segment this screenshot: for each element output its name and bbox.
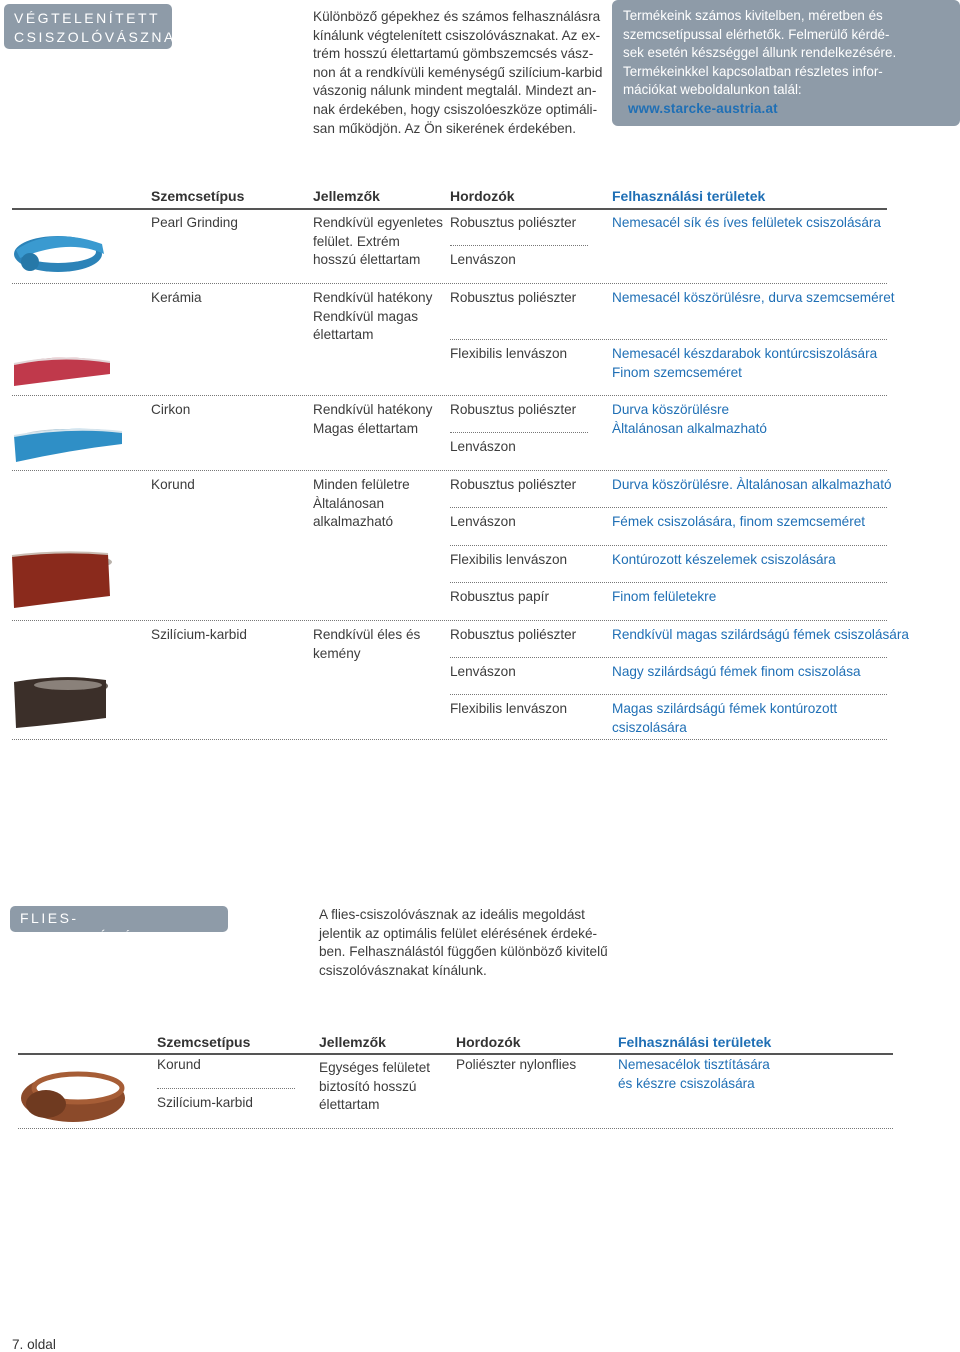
- use-cell: Finom felületekre: [612, 589, 717, 604]
- tag-line: VÉGTELENÍTETT: [14, 10, 161, 26]
- col-header-features: Jellemzők: [319, 1034, 386, 1050]
- feature-line: hosszú élettartam: [313, 252, 421, 268]
- feature-line: élettartam: [313, 327, 374, 343]
- intro-line: san működjön. Az Ön sikerének érdekében.: [313, 120, 576, 136]
- feature-line: felület. Extrém: [313, 233, 400, 249]
- tag-line: FLIES-CSISZOLÓVÁSZNAK: [20, 910, 194, 945]
- feature-line: kemény: [313, 645, 361, 661]
- feature-line: Rendkívül hatékony: [313, 290, 433, 305]
- carrier-cell: Flexibilis lenvászon: [450, 701, 568, 716]
- intro-line: kínálunk végtelenített csiszolóvásznakat. Az ex-: [313, 27, 601, 43]
- grain-type: Cirkon: [151, 402, 191, 417]
- col-header-type: Szemcsetípus: [157, 1034, 251, 1050]
- note-line: sek esetén készséggel állunk rendelkezésére.: [623, 45, 897, 61]
- sub-divider: [450, 432, 588, 433]
- use-cell: Rendkívül magas szilárdságú fémek csiszolására: [612, 627, 909, 642]
- note-line: mációkat weboldalunkon talál:: [623, 82, 802, 98]
- carrier-cell: Robusztus papír: [450, 589, 549, 604]
- features-cell: [319, 1059, 430, 1115]
- flies-intro-paragraph: [319, 906, 609, 980]
- feature-line: Magas élettartam: [313, 420, 419, 436]
- info-box: [612, 0, 960, 126]
- carrier-cell: Robusztus poliészter: [450, 215, 577, 230]
- row-divider: [12, 739, 887, 740]
- col-header-carriers: Hordozók: [456, 1034, 521, 1050]
- row-divider: [12, 395, 887, 396]
- feature-line: Rendkívül éles és: [313, 627, 421, 642]
- carrier-cell: Lenvászon: [450, 664, 516, 679]
- sub-divider: [450, 657, 887, 658]
- dark-belt-icon: [10, 672, 110, 730]
- feature-line: Rendkívül egyenletes: [313, 215, 443, 230]
- sub-divider: [450, 507, 887, 508]
- use-cell: Kontúrozott készelemek csiszolására: [612, 552, 836, 567]
- use-cell: [612, 401, 767, 438]
- sub-divider: [450, 245, 588, 246]
- col-header-carriers: Hordozók: [450, 188, 515, 204]
- carrier-cell: Robusztus poliészter: [450, 477, 577, 492]
- carrier-cell: Lenvászon: [450, 252, 516, 267]
- flies-belt-icon: [18, 1064, 128, 1126]
- carrier-cell: Robusztus poliészter: [450, 627, 577, 642]
- use-line: Nemesacél készdarabok kontúrcsiszolására: [612, 346, 878, 361]
- intro-line: non át a rendkívüli keménységű szilícium-karbid: [313, 64, 603, 80]
- features-cell: [313, 626, 420, 663]
- blue-belt-icon: [10, 222, 110, 277]
- carrier-cell: Robusztus poliészter: [450, 290, 577, 305]
- intro-paragraph: [313, 8, 603, 138]
- feature-line: élettartam: [319, 1097, 380, 1113]
- col-header-uses: Felhasználási területek: [618, 1034, 772, 1050]
- carrier-cell: Lenvászon: [450, 439, 516, 454]
- feature-line: alkalmazható: [313, 514, 394, 530]
- use-line: Magas szilárdságú fémek kontúrozott: [612, 701, 838, 716]
- col-header-type: Szemcsetípus: [151, 188, 245, 204]
- section-tag-flies: [10, 906, 228, 945]
- page-number: 7. oldal: [12, 1337, 56, 1352]
- features-cell: [313, 214, 443, 270]
- intro-line: nak érdekében, hogy csiszolóeszköze optimáli-: [313, 101, 598, 117]
- carrier-cell: Flexibilis lenvászon: [450, 346, 568, 361]
- col-header-uses: Felhasználási területek: [612, 188, 766, 204]
- intro-line: ben. Felhasználástól függően különböző kivitelű: [319, 944, 608, 960]
- sub-divider: [450, 694, 887, 695]
- intro-line: csiszolóvásznakat kínálunk.: [319, 962, 487, 978]
- features-cell: [313, 289, 432, 345]
- use-cell: [612, 345, 877, 382]
- grain-type: Szilícium-karbid: [157, 1095, 253, 1110]
- intro-line: A flies-csiszolóvásznak az ideális megoldást: [319, 907, 585, 922]
- sub-divider: [157, 1088, 295, 1089]
- sub-divider: [450, 582, 887, 583]
- note-line: Termékeinkkel kapcsolatban részletes infor-: [623, 63, 883, 79]
- features-cell: [313, 476, 410, 532]
- carrier-cell: Robusztus poliészter: [450, 402, 577, 417]
- row-divider: [12, 283, 887, 284]
- grain-type: Korund: [157, 1057, 201, 1072]
- intro-line: Különböző gépekhez és számos felhasználásra: [313, 9, 601, 24]
- use-line: csiszolására: [612, 719, 687, 735]
- features-cell: [313, 401, 432, 438]
- carrier-cell: Lenvászon: [450, 514, 516, 529]
- intro-line: trém hosszú élettartamú gömbszemcsés vász-: [313, 46, 594, 62]
- use-line: és készre csiszolására: [618, 1075, 755, 1091]
- intro-line: vászonig nálunk mindent megtalál. Mindezt an-: [313, 83, 597, 99]
- feature-line: Rendkívül magas: [313, 308, 419, 324]
- header-rule: [12, 208, 887, 210]
- header-rule: [18, 1053, 893, 1055]
- row-divider: [12, 620, 887, 621]
- red-belt-icon: [10, 350, 110, 390]
- carrier-cell: Poliészter nylonflies: [456, 1057, 577, 1072]
- col-header-features: Jellemzők: [313, 188, 380, 204]
- use-line: Durva köszörülésre: [612, 402, 730, 417]
- grain-type: Korund: [151, 477, 195, 492]
- grain-type: Kerámia: [151, 290, 202, 305]
- carrier-cell: Flexibilis lenvászon: [450, 552, 568, 567]
- use-cell: Durva köszörülésre. Àltalánosan alkalmazható: [612, 477, 892, 492]
- tag-line: CSISZOLÓVÁSZNAK: [14, 29, 188, 45]
- sub-divider: [450, 339, 887, 340]
- use-cell: Nemesacél köszörülésre, durva szemcseméret: [612, 290, 895, 305]
- row-divider: [12, 470, 887, 471]
- use-line: Finom szemcseméret: [612, 364, 742, 380]
- brown-belt-icon: [10, 550, 115, 610]
- website-link[interactable]: www.starcke-austria.at: [628, 100, 778, 116]
- sub-divider: [450, 545, 887, 546]
- section-tag-endless: [4, 4, 188, 49]
- feature-line: biztosító hosszú: [319, 1078, 417, 1094]
- use-cell: Nemesacél sík és íves felületek csiszolására: [612, 215, 881, 230]
- use-line: Àltalánosan alkalmazható: [612, 420, 767, 436]
- intro-line: jelentik az optimális felület elérésének érdeké-: [319, 925, 598, 941]
- feature-line: Egységes felületet: [319, 1060, 431, 1075]
- row-divider: [18, 1128, 893, 1129]
- grain-type: Szilícium-karbid: [151, 627, 247, 642]
- use-line: Nemesacélok tisztítására: [618, 1057, 770, 1072]
- blue-belt-icon: [10, 422, 125, 464]
- feature-line: Rendkívül hatékony: [313, 402, 433, 417]
- feature-line: Minden felületre: [313, 477, 410, 492]
- note-line: Termékeink számos kivitelben, méretben és: [623, 8, 883, 23]
- feature-line: Àltalánosan: [313, 495, 385, 511]
- use-cell: [618, 1056, 770, 1093]
- use-cell: [612, 700, 837, 737]
- grain-type: Pearl Grinding: [151, 215, 238, 230]
- note-line: szemcsetípussal elérhetők. Felmerülő kérdé-: [623, 26, 890, 42]
- use-cell: Fémek csiszolására, finom szemcseméret: [612, 514, 866, 529]
- use-cell: Nagy szilárdságú fémek finom csiszolása: [612, 664, 861, 679]
